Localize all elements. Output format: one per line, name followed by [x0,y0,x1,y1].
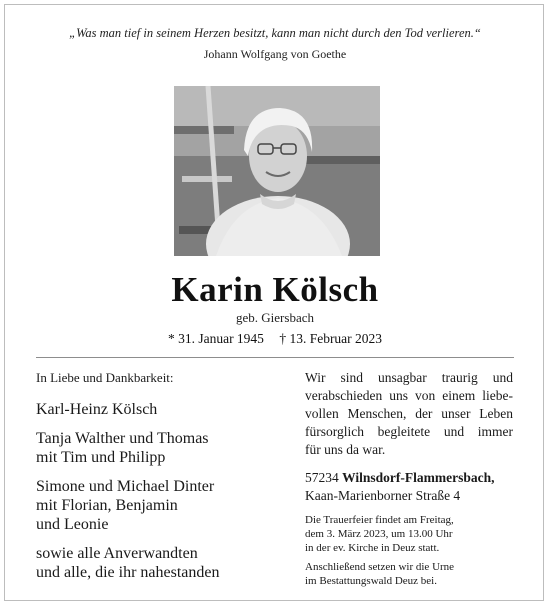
quote-author: Johann Wolfgang von Goethe [203,47,347,61]
service-line: Die Trauerfeier findet am Freitag, [305,514,454,526]
family-address [305,469,513,505]
service-line: Anschließend setzen wir die Urne [305,561,455,573]
address-town: Wilnsdorf-Flammersbach, [342,470,495,485]
family-line: und alle, die ihr nahestanden [36,564,220,581]
portrait-photo [174,86,380,256]
quote-text: „Was man tief in seinem Herzen besitzt, kann man nicht durch den Tod verlieren.“ [69,26,481,40]
address-postcode: 57234 [305,470,339,485]
message-line: Wir sind unsagbar traurig und [305,370,513,385]
family-group [36,429,286,467]
life-dates [0,331,550,347]
birth-name: geb. Giersbach [236,310,314,325]
service-line: in der ev. Kirche in Deuz statt. [305,542,440,554]
deceased-name: Karin Kölsch [171,270,379,309]
mourners-column [36,370,286,592]
family-line: mit Florian, Benjamin [36,497,178,514]
service-line: dem 3. März 2023, um 13.00 Uhr [305,528,453,540]
mourners-intro: In Liebe und Dankbarkeit: [36,370,174,385]
message-line: für uns da war. [305,442,386,457]
urn-burial-info [305,560,513,588]
family-line: mit Tim und Philipp [36,449,166,466]
death-date: † 13. Februar 2023 [279,331,383,346]
message-line: vollen Menschen, der unser Leben [305,406,513,421]
section-divider [36,357,514,358]
farewell-message [305,369,513,459]
funeral-service-info [305,513,513,555]
address-town-line [305,469,513,487]
message-line: fürsorglich begleitete und immer [305,424,513,439]
family-group [36,477,286,534]
family-group [36,400,286,419]
family-group [36,544,286,582]
address-street: Kaan-Marienborner Straße 4 [305,488,461,503]
service-line: im Bestattungswald Deuz bei. [305,575,437,587]
family-line: sowie alle Anverwandten [36,545,198,562]
message-line: verabschieden uns von einem liebe- [305,388,513,403]
family-line: Karl-Heinz Kölsch [36,401,158,418]
birth-date: * 31. Januar 1945 [167,331,264,346]
family-line: Tanja Walther und Thomas [36,430,209,447]
message-column [305,369,513,588]
family-line: Simone und Michael Dinter [36,478,215,495]
family-line: und Leonie [36,516,109,533]
